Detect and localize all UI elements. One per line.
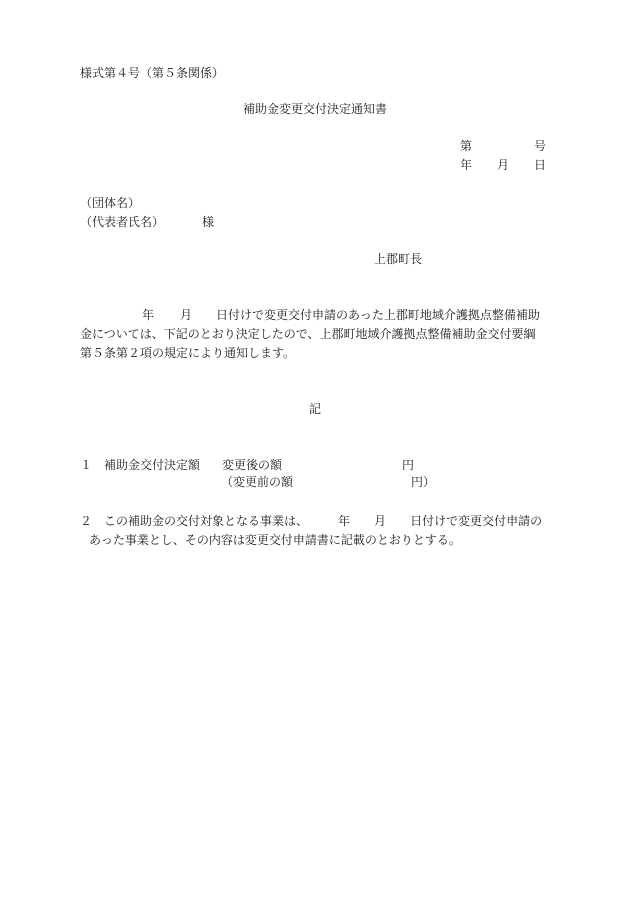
item-1: [80, 457, 414, 473]
item-1-before: [221, 474, 435, 490]
item-2-nen: 年: [338, 514, 351, 528]
reference-go: 号: [533, 139, 546, 153]
date-hi: 日: [533, 158, 546, 172]
item-2-line-1: [80, 512, 542, 531]
date-nen: 年: [460, 158, 473, 172]
form-number: 様式第４号（第５条関係）: [80, 66, 225, 80]
item-2-text-b: 日付けで変更交付申請の: [410, 514, 543, 528]
honorific: 様: [202, 215, 215, 229]
issuer: 上郡町長: [374, 252, 423, 266]
reference-dai: 第: [460, 139, 473, 153]
body-line-1: [80, 306, 550, 325]
ki-heading: 記: [308, 402, 321, 416]
document-title: 補助金変更交付決定通知書: [242, 102, 387, 116]
recipient-representative: [80, 214, 214, 230]
body-tsuki: 月: [180, 308, 193, 322]
item-1-number: １: [80, 458, 93, 472]
recipient-organization: （団体名）: [80, 196, 141, 210]
body-line-2: 金については、下記のとおり決定したので、上郡町地域介護拠点整備補助金交付要綱: [80, 327, 536, 341]
body-nen: 年: [142, 308, 155, 322]
item-2-line-2-text: あった事業とし、その内容は変更交付申請書に記載のとおりとする。: [89, 533, 461, 547]
item-1-label: 補助金交付決定額: [104, 458, 201, 472]
date-tsuki: 月: [496, 158, 509, 172]
reference-date: [460, 157, 546, 173]
item-2-text-a: この補助金の交付対象となる事業は、: [104, 514, 309, 528]
item-2-tsuki: 月: [374, 514, 387, 528]
representative-label: （代表者氏名）: [80, 215, 165, 229]
item-1-before-label: （変更前の額: [221, 475, 294, 489]
body-paragraph: [80, 306, 550, 363]
item-1-after-label: 変更後の額: [222, 458, 283, 472]
body-line-3: 第５条第２項の規定により通知します。: [80, 346, 296, 360]
reference-number: [460, 138, 546, 154]
item-2-line-2: [80, 531, 542, 550]
item-1-before-unit: 円）: [411, 475, 436, 489]
item-2-number: ２: [80, 514, 93, 528]
item-1-after-unit: 円: [402, 458, 415, 472]
item-2: [80, 512, 542, 550]
body-line-1-text: 日付けで変更交付申請のあった上郡町地域介護拠点整備補助: [216, 308, 540, 322]
